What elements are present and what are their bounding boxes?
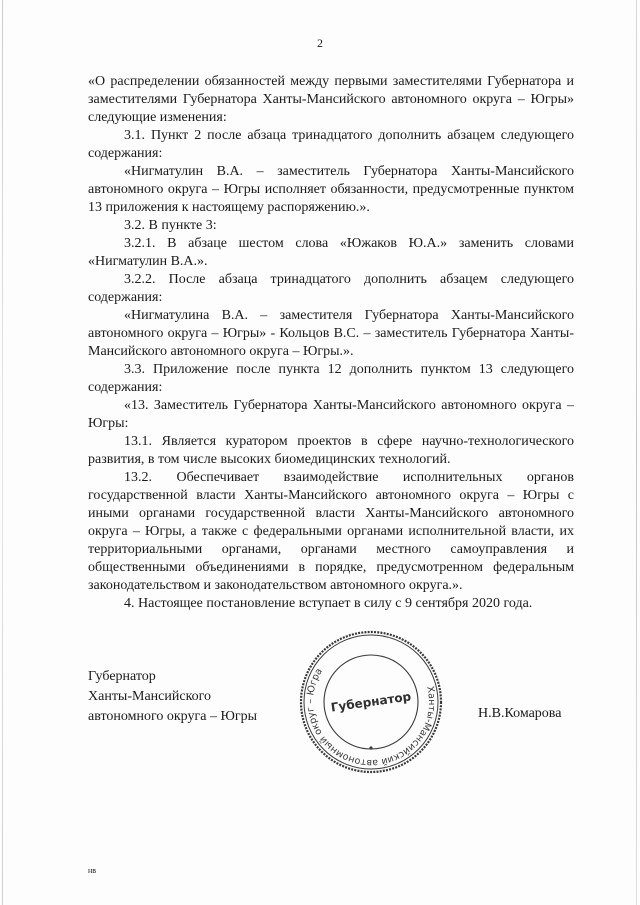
- official-seal-stamp: [297, 628, 445, 776]
- paragraph-13: «13. Заместитель Губернатора Ханты-Мансийского автономного округа – Югры:: [88, 398, 574, 431]
- paragraph-3-2: 3.2. В пункте 3:: [124, 218, 217, 233]
- seal-ring-text: Ханты-Мансийский автономный округ – Югра: [304, 666, 438, 769]
- scan-edge-right: [636, 0, 637, 905]
- paragraph-intro: «О распределении обязанностей между первыми заместителями Губернатора и заместителями Губернатора Ханты-Мансийского автономного округа – Югры» следующие изменения:: [88, 74, 574, 125]
- scan-edge-left: [2, 0, 3, 905]
- paragraph-4: 4. Настоящее постановление вступает в силу с 9 сентября 2020 года.: [124, 596, 533, 611]
- signatory-title-line: Губернатор: [88, 669, 156, 684]
- signatory-title-line: Ханты-Мансийского: [88, 689, 212, 704]
- signatory-title-line: автономного округа – Югры: [88, 709, 257, 724]
- paragraph-3-2-1: 3.2.1. В абзаце шестом слова «Южаков Ю.А.» заменить словами «Нигматулин В.А.».: [88, 236, 574, 269]
- seal-center-text: Губернатор: [330, 689, 412, 715]
- paragraph-13-2: 13.2. Обеспечивает взаимодействие исполнительных органов государственной власти Ханты-Мансийского автономного округа – Югры с иными органами государственной власти Ханты-Мансийского автономного округа – Югры, а также с федеральными органами исполнительной власти, их территориальными органами, органами местного самоуправления и общественными объединениями в порядке, предусмотренном федеральным законодательством и законодательством автономного округа.».: [88, 470, 574, 593]
- paragraph-13-1: 13.1. Является куратором проектов в сфере научно-технологического развития, в том числе высоких биомедицинских технологий.: [88, 434, 574, 467]
- page-number: 2: [317, 36, 323, 50]
- paragraph-3-2-2: 3.2.2. После абзаца тринадцатого дополнить абзацем следующего содержания:: [88, 272, 574, 305]
- paragraph-quote-nigmatulin: «Нигматулин В.А. – заместитель Губернатора Ханты-Мансийского автономного округа – Югры исполняет обязанности, предусмотренные пунктом 13 приложения к настоящему распоряжению.».: [88, 164, 574, 215]
- signatory-title: [88, 667, 257, 727]
- document-body: [88, 73, 574, 613]
- signer-name: Н.В.Комарова: [478, 706, 562, 721]
- paragraph-3-1: 3.1. Пункт 2 после абзаца тринадцатого дополнить абзацем следующего содержания:: [88, 128, 574, 161]
- paragraph-quote-koltsov: «Нигматулина В.А. – заместителя Губернатора Ханты-Мансийского автономного округа – Югры» - Кольцов В.С. – заместитель Губернатора Ханты-Мансийского автономного округа – Югры.».: [88, 308, 574, 359]
- paragraph-3-3: 3.3. Приложение после пункта 12 дополнить пунктом 13 следующего содержания:: [88, 362, 574, 395]
- footer-mark: нв: [88, 866, 97, 875]
